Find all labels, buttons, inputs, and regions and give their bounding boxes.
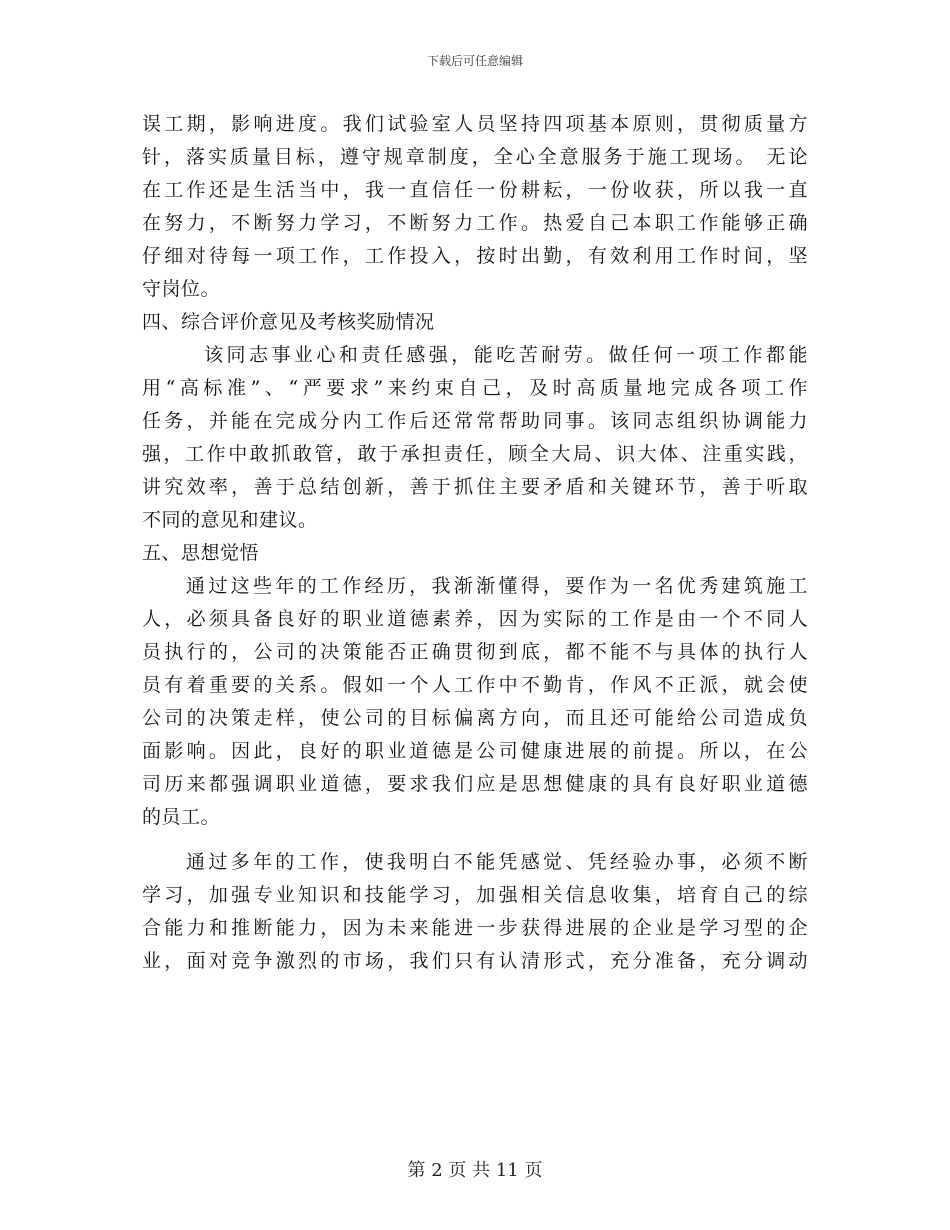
- paragraph-line: 司历来都强调职业道德，要求我们应是思想健康的具有良好职业道德: [142, 773, 808, 795]
- paragraph-line: 合能力和推断能力，因为未来能进一步获得进展的企业是学习型的企: [142, 917, 808, 939]
- paragraph-line: 守岗位。: [142, 278, 221, 300]
- paragraph-line: 业，面对竞争激烈的市场，我们只有认清形式，充分准备，充分调动: [142, 950, 808, 972]
- paragraph-line: 学习，加强专业知识和技能学习，加强相关信息收集，培育自己的综: [142, 884, 808, 906]
- paragraph-line: 面影响。因此，良好的职业道德是公司健康进展的前提。所以，在公: [142, 740, 808, 762]
- paragraph-line: 通过这些年的工作经历，我渐渐懂得，要作为一名优秀建筑施工: [186, 575, 808, 597]
- paragraph-line: 该同志事业心和责任感强，能吃苦耐劳。做任何一项工作都能: [204, 344, 808, 366]
- paragraph-line: 误工期，影响进度。我们试验室人员坚持四项基本原则，贯彻质量方: [142, 113, 808, 135]
- paragraph-line: 强，工作中敢抓敢管，敢于承担责任，顾全大局、识大体、注重实践，: [142, 443, 808, 465]
- paragraph-line: 员有着重要的关系。假如一个人工作中不勤肯，作风不正派，就会使: [142, 674, 808, 696]
- paragraph-line: 用“高标准”、“严要求”来约束自己，及时高质量地完成各项工作: [142, 377, 808, 399]
- page-number: 第 2 页 共 11 页: [407, 1160, 543, 1181]
- paragraph-spacer: [142, 834, 808, 846]
- paragraph-line: 通过多年的工作，使我明白不能凭感觉、凭经验办事，必须不断: [186, 851, 808, 873]
- paragraph-line: 的员工。: [142, 806, 221, 828]
- paragraph-line: 公司的决策走样，使公司的目标偏离方向，而且还可能给公司造成负: [142, 707, 808, 729]
- paragraph-line: 仔细对待每一项工作，工作投入，按时出勤，有效利用工作时间，坚: [142, 245, 808, 267]
- document-body: [142, 108, 808, 978]
- paragraph-line: 讲究效率，善于总结创新，善于抓住主要矛盾和关键环节，善于听取: [142, 476, 808, 498]
- paragraph-line: 任务，并能在完成分内工作后还常常帮助同事。该同志组织协调能力: [142, 410, 808, 432]
- paragraph-line: 人，必须具备良好的职业道德素养，因为实际的工作是由一个不同人: [142, 608, 808, 630]
- paragraph-line: 员执行的，公司的决策能否正确贯彻到底，都不能不与具体的执行人: [142, 641, 808, 663]
- page-header-note: 下载后可任意编辑: [426, 54, 523, 68]
- paragraph-line: 不同的意见和建议。: [142, 509, 318, 531]
- paragraph-line: 在努力，不断努力学习，不断努力工作。热爱自己本职工作能够正确: [142, 212, 808, 234]
- paragraph-line: 针，落实质量目标，遵守规章制度，全心全意服务于施工现场。 无论: [142, 146, 808, 168]
- section-heading: 五、思想觉悟: [142, 542, 260, 564]
- paragraph-line: 在工作还是生活当中，我一直信任一份耕耘，一份收获，所以我一直: [142, 179, 808, 201]
- section-heading: 四、综合评价意见及考核奖励情况: [142, 311, 435, 333]
